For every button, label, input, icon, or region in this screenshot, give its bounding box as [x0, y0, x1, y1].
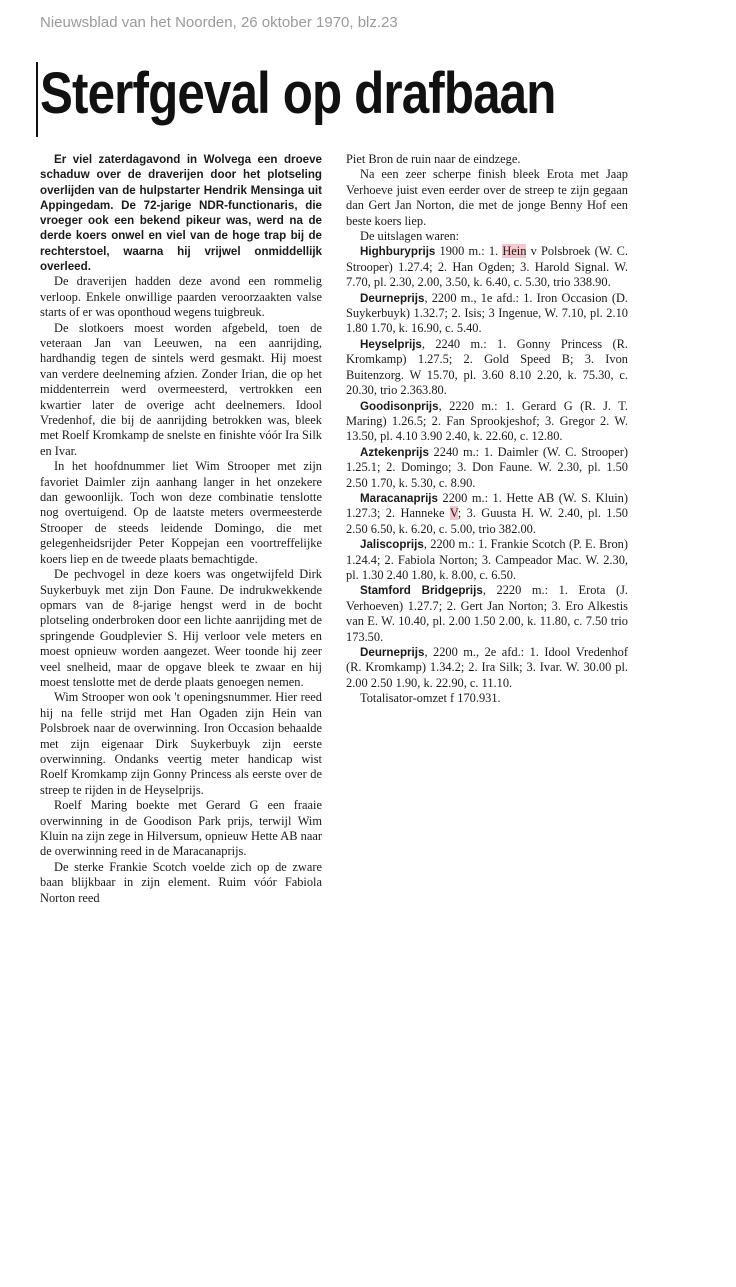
highlighted-text: Hein	[502, 244, 527, 259]
result-entry	[346, 491, 628, 537]
highlighted-text: V	[449, 506, 458, 521]
result-text: , 2220 m.: 1. Erota (J. Verhoeven) 1.27.7; 2. Gert Jan Norton; 3. Ero Alkestis van E. W. 10.40, pl. 2.00 1.50 2.00, k. 11.80, c. 7.50 trio 173.50.	[346, 583, 629, 644]
race-name: Stamford Bridgeprijs	[360, 584, 483, 598]
result-entry	[346, 645, 628, 691]
left-column	[40, 152, 322, 906]
result-entry	[346, 337, 628, 399]
result-text: 2240 m.: 1. Daimler (W. C. Strooper) 1.25.1; 2. Domingo; 3. Don Faune. W. 2.30, pl. 1.50 2.50 1.70, k. 5.30, c. 8.90.	[346, 444, 628, 490]
race-name: Aztekenprijs	[360, 445, 429, 459]
race-name: Deurneprijs	[360, 291, 425, 305]
race-name: Heyselprijs	[360, 337, 422, 351]
body-paragraph: De slotkoers moest worden afgebeld, toen de veteraan Jan van Leeuwen, na een aanrijding, hardhandig tegen de sintels werd gesmakt. Hij moest van verdere deelneming afzien. Zonder Irian, die op het middenterrein werd overmeesterd, vertrokken een kwartier later de overige acht deelnemers. Idool Vredenhof, die bij de aanrijding betrokken was, bleek met Roelf Kromkamp de snelste en finishte vóór Ira Silk en Ivar.	[40, 320, 322, 458]
results-heading: De uitslagen waren:	[360, 229, 460, 244]
result-entry	[346, 244, 628, 290]
body-paragraph: De pechvogel in deze koers was ongetwijfeld Dirk Suykerbuyk met zijn Don Faune. De indrukwekkende opmars van de 8-jarige hengst werd in de bocht plotseling onderbroken door een lichte aanrijding met de springende Goudplevier S. Hij verloor vele meters en moest opnieuw worden aangezet. Weer toonde hij zeer veel snelheid, maar de opgave bleek te zwaar en hij moest tenslotte met de derde plaats genoegen nemen.	[40, 567, 322, 689]
source-line: Nieuwsblad van het Noorden, 26 oktober 1970, blz.23	[40, 14, 398, 31]
race-name: Deurneprijs	[360, 646, 425, 659]
result-text: , 2220 m.: 1. Gerard G (R. J. T. Maring) 1.26.5; 2. Fan Sprookjeshof; 3. Gregor 2. W. 13.50, pl. 4.10 3.90 2.40, k. 22.60, c. 12.80.	[346, 398, 628, 444]
result-text: 1900 m.: 1.	[435, 244, 503, 259]
result-text: ; 3. Guusta H. W. 2.40, pl. 1.50 2.50 6.50, k. 6.20, c. 5.00, trio 382.00.	[346, 506, 628, 536]
result-entry	[346, 399, 628, 445]
result-entry	[346, 537, 628, 583]
result-text: v Polsbroek (W. C. Strooper) 1.27.4; 2. Han Ogden; 3. Harold Signal. W. 7.70, pl. 2.30, 2.00, 3.50, k. 6.40, c. 5.30, trio 338.90.	[346, 244, 628, 290]
body-paragraph: Roelf Maring boekte met Gerard G een fraaie overwinning in de Goodison Park prijs, terwijl Wim Kluin na zijn zege in Hilversum, opnieuw Hette AB naar de overwinning reed in de Maracanaprijs.	[40, 798, 322, 859]
result-entry	[346, 291, 628, 337]
race-name: Goodisonprijs	[360, 399, 439, 413]
result-text: , 2200 m., 2e afd.: 1. Idool Vredenhof (R. Kromkamp) 1.34.2; 2. Ira Silk; 3. Ivar. W. 30.00 pl. 2.00 2.50 1.90, k. 22.90, c. 11.10.	[346, 645, 628, 690]
headline: Sterfgeval op drafbaan	[40, 61, 556, 126]
result-entry	[346, 583, 628, 645]
right-column	[346, 152, 628, 707]
body-paragraph: De draverijen hadden deze avond een rommelig verloop. Enkele onwillige paarden veroorzaakten valse starts of er was oponthoud wegens tuigbreuk.	[40, 274, 322, 320]
body-paragraph: Wim Strooper won ook 't openingsnummer. Hier reed hij na felle strijd met Han Ogaden zijn Hein van Polsbroek naar de overwinning. Iron Occasion behaalde met zijn eigenaar Dirk Suykerbuyk zijn eerste overwinning. Ondanks veertig meter handicap wist Roelf Kromkamp zijn Gonny Princess als eerste over de streep te rijden in de Heyselprijs.	[40, 690, 322, 797]
result-entry	[346, 445, 628, 491]
race-name: Highburyprijs	[360, 245, 436, 259]
body-paragraph: Na een zeer scherpe finish bleek Erota met Jaap Verhoeve juist even eerder over de streep te zijn gegaan dan Gert Jan Norton, die met de jonge Benny Hof een beste koers liep.	[346, 167, 628, 228]
result-text: , 2240 m.: 1. Gonny Princess (R. Kromkamp) 1.27.5; 2. Gold Speed B; 3. Ivon Buitenzorg. W 15.70, pl. 3.60 8.10 2.20, k. 75.30, c. 20.30, trio 2.363.80.	[346, 336, 628, 398]
results-list	[346, 244, 628, 691]
body-paragraph: De sterke Frankie Scotch voelde zich op de zware baan blijkbaar in zijn element. Ruim vóór Fabiola Norton reed	[40, 859, 322, 905]
turnover-line: Totalisator-omzet f 170.931.	[360, 691, 501, 706]
result-text: 2200 m.: 1. Hette AB (W. S. Kluin) 1.27.3; 2. Hanneke	[346, 490, 628, 521]
result-text: , 2200 m.: 1. Frankie Scotch (P. E. Bron) 1.24.4; 2. Fabiola Norton; 3. Campeador Mac. W. 2.30, pl. 1.30 2.40 1.80, k. 8.00, c. 6.50.	[346, 537, 628, 582]
body-paragraph: Piet Bron de ruin naar de eindzege.	[346, 152, 521, 166]
body-paragraph: In het hoofdnummer liet Wim Strooper met zijn favoriet Daimler zijn aanhang langer in het onzekere dan gewoonlijk. Toch won deze combinatie tenslotte nog overtuigend. Op de laatste meters overmeesterde Strooper de steeds leidende Domingo, die met gelegenheidsrijder Peter Koppejan een voortreffelijke koers liep en de tweede plaats bemachtigde.	[40, 459, 322, 566]
race-name: Jaliscoprijs	[360, 538, 424, 552]
lead-paragraph: Er viel zaterdagavond in Wolvega een droeve schaduw over de draverijen door het plotseling overlijden van de hulpstarter Hendrik Mensinga uit Appingedam. De 72-jarige NDR-functionaris, die vroeger ook een bekend pikeur was, werd na de derde koers onwel en viel van de hoge trap bij de rechterstoel, waarna hij vrijwel onmiddellijk overleed.	[40, 153, 322, 274]
race-name: Maracanaprijs	[360, 491, 438, 505]
result-text: , 2200 m., 1e afd.: 1. Iron Occasion (D. Suykerbuyk) 1.32.7; 2. Isis; 3 Ingenue, W. 7.10, pl. 2.10 1.80 1.70, k. 16.90, c. 5.40.	[346, 290, 628, 336]
headline-rule	[36, 62, 38, 137]
